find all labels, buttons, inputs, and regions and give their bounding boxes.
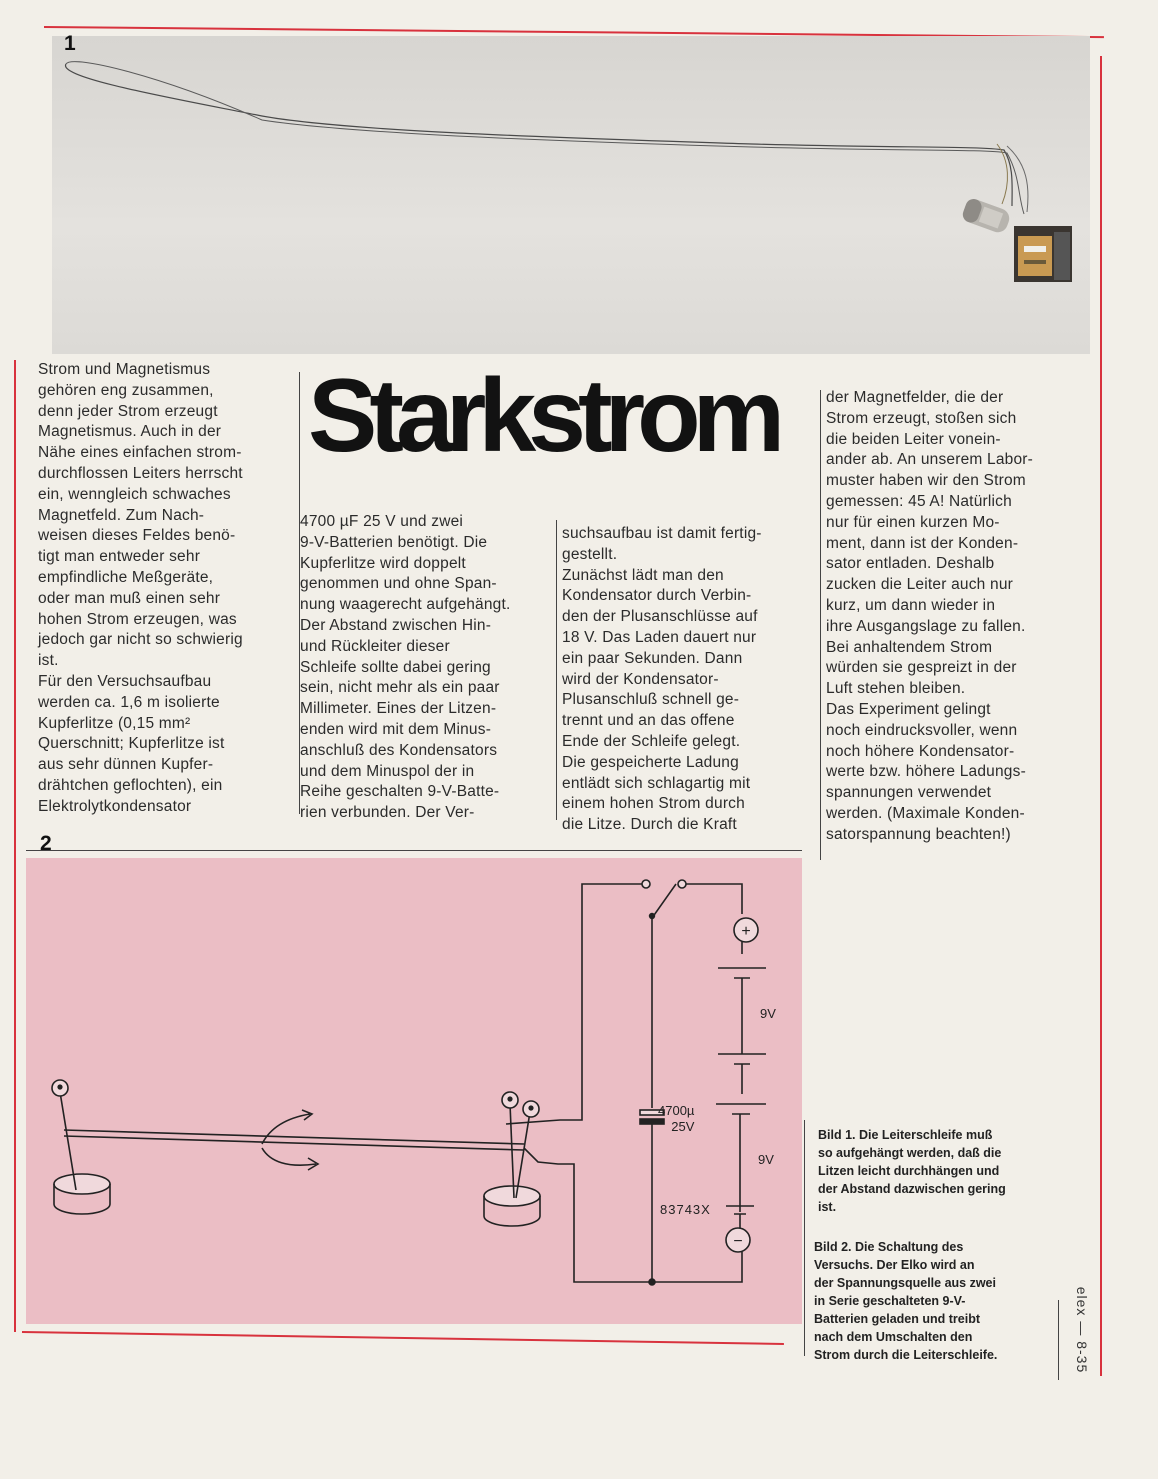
column-divider bbox=[820, 390, 821, 860]
circuit-wiring bbox=[568, 880, 742, 1285]
caption-divider bbox=[804, 1120, 805, 1356]
circuit-schematic bbox=[26, 858, 802, 1324]
wire-outgoing-conductor bbox=[66, 64, 1013, 206]
battery-top-label: 9V bbox=[760, 1006, 776, 1021]
conductor-loop bbox=[64, 1130, 524, 1150]
frame-right-rule bbox=[1100, 56, 1102, 1376]
article-title: Starkstrom bbox=[308, 358, 778, 474]
caption-bild1: Bild 1. Die Leiterschleife muß so aufgehängt werden, daß die Litzen leicht durchhängen und der Abstand dazwischen gering ist. bbox=[818, 1128, 1006, 1214]
lead-lower bbox=[524, 1148, 568, 1164]
capacitor-photo bbox=[961, 197, 1012, 235]
text-column-2: 4700 µF 25 V und zwei 9-V-Batterien benötigt. Die Kupferlitze wird doppelt genommen und ohne Span- nung waagerecht aufgehängt. Der Abstand zwischen Hin- und Rückleiter dieser Schleife sollte dabei gering sein, nicht mehr als ein paar Millimeter. Eines der Litzen- enden wird mit dem Minus- anschluß des Kondensators und dem Minuspol der in Reihe geschalten 9-V-Batte- rien verbunden. Der Ver- bbox=[300, 513, 511, 822]
schematic-code: 83743X bbox=[660, 1202, 711, 1217]
folio-rule bbox=[1058, 1300, 1059, 1380]
battery-block-photo bbox=[1014, 226, 1072, 282]
lead-upper bbox=[506, 1120, 568, 1124]
capacitor-label: 4700µ 25V bbox=[658, 1103, 695, 1134]
right-pin-stand bbox=[484, 1092, 540, 1226]
arrow-lower bbox=[262, 1148, 316, 1165]
frame-left-rule bbox=[14, 360, 16, 1332]
page-folio: elex — 8-35 bbox=[1074, 1286, 1090, 1374]
plus-symbol: + bbox=[741, 923, 751, 940]
figure2-top-rule bbox=[26, 850, 802, 851]
wire-lead bbox=[1007, 146, 1028, 212]
left-pin-stand bbox=[52, 1080, 110, 1214]
figure2-number: 2 bbox=[40, 832, 52, 855]
arrow-upper bbox=[262, 1114, 310, 1144]
text-column-1: Strom und Magnetismus gehören eng zusammen, denn jeder Strom erzeugt Magnetismus. Auch in der Nähe eines einfachen strom- durchflossen Leiters herrscht ein, wenngleich schwaches Magnetfeld. Zum Nach- weisen dieses Feldes benö- tigt man entweder sehr empfindliche Meßgeräte, oder man muß einen sehr hohen Strom erzeugen, was jedoch gar nicht so schwierig ist. Für den Versuchsaufbau werden ca. 1,6 m isolierte Kupferlitze (0,15 mm² Querschnitt; Kupferlitze ist aus sehr dünnen Kupfer- drähtchen geflochten), ein Elektrolytkondensator bbox=[38, 361, 243, 815]
column-divider bbox=[556, 520, 557, 820]
caption-bild2: Bild 2. Die Schaltung des Versuchs. Der Elko wird an der Spannungsquelle aus zwei in Serie geschalteten 9-V- Batterien geladen und treibt nach dem Umschalten den Strom durch die Leiterschleife. bbox=[814, 1240, 998, 1362]
wire-loop-illustration bbox=[52, 36, 1090, 354]
minus-symbol: − bbox=[733, 1233, 743, 1250]
text-column-4: der Magnetfelder, die der Strom erzeugt, stoßen sich die beiden Leiter vonein- ander ab. An unserem Labor- muster haben wir den Strom gemessen: 45 A! Natürlich nur für einen kurzen Mo- ment, dann ist der Konden- sator entladen. Deshalb zucken die Leiter auch nur kurz, um dann wieder in ihre Ausgangslage zu fallen. Bei anhaltendem Strom würden sie gespreizt in der Luft stehen bleiben. Das Experiment gelingt noch eindrucksvoller, wenn noch höhere Kondensator- werte bzw. höhere Ladungs- spannungen verwendet werden. (Maximale Konden- satorspannung beachten!) bbox=[826, 389, 1034, 843]
frame-bottom-rule bbox=[22, 1331, 784, 1345]
wire-return-conductor bbox=[66, 62, 1024, 214]
text-column-3: suchsaufbau ist damit fertig- gestellt. Zunächst lädt man den Kondensator durch Verbin- den der Plusanschlüsse auf 18 V. Das Laden dauert nur ein paar Sekunden. Dann wird der Kondensator- Plusanschluß schnell ge- trennt und an das offene Ende der Schleife gelegt. Die gespeicherte Ladung entlädt sich schlagartig mit einem hohen Strom durch die Litze. Durch die Kraft bbox=[562, 525, 762, 834]
battery-top-symbol bbox=[718, 942, 766, 1094]
battery-bottom-label: 9V bbox=[758, 1152, 774, 1167]
figure1-number: 1 bbox=[64, 32, 76, 55]
figure1-photo bbox=[52, 36, 1090, 354]
